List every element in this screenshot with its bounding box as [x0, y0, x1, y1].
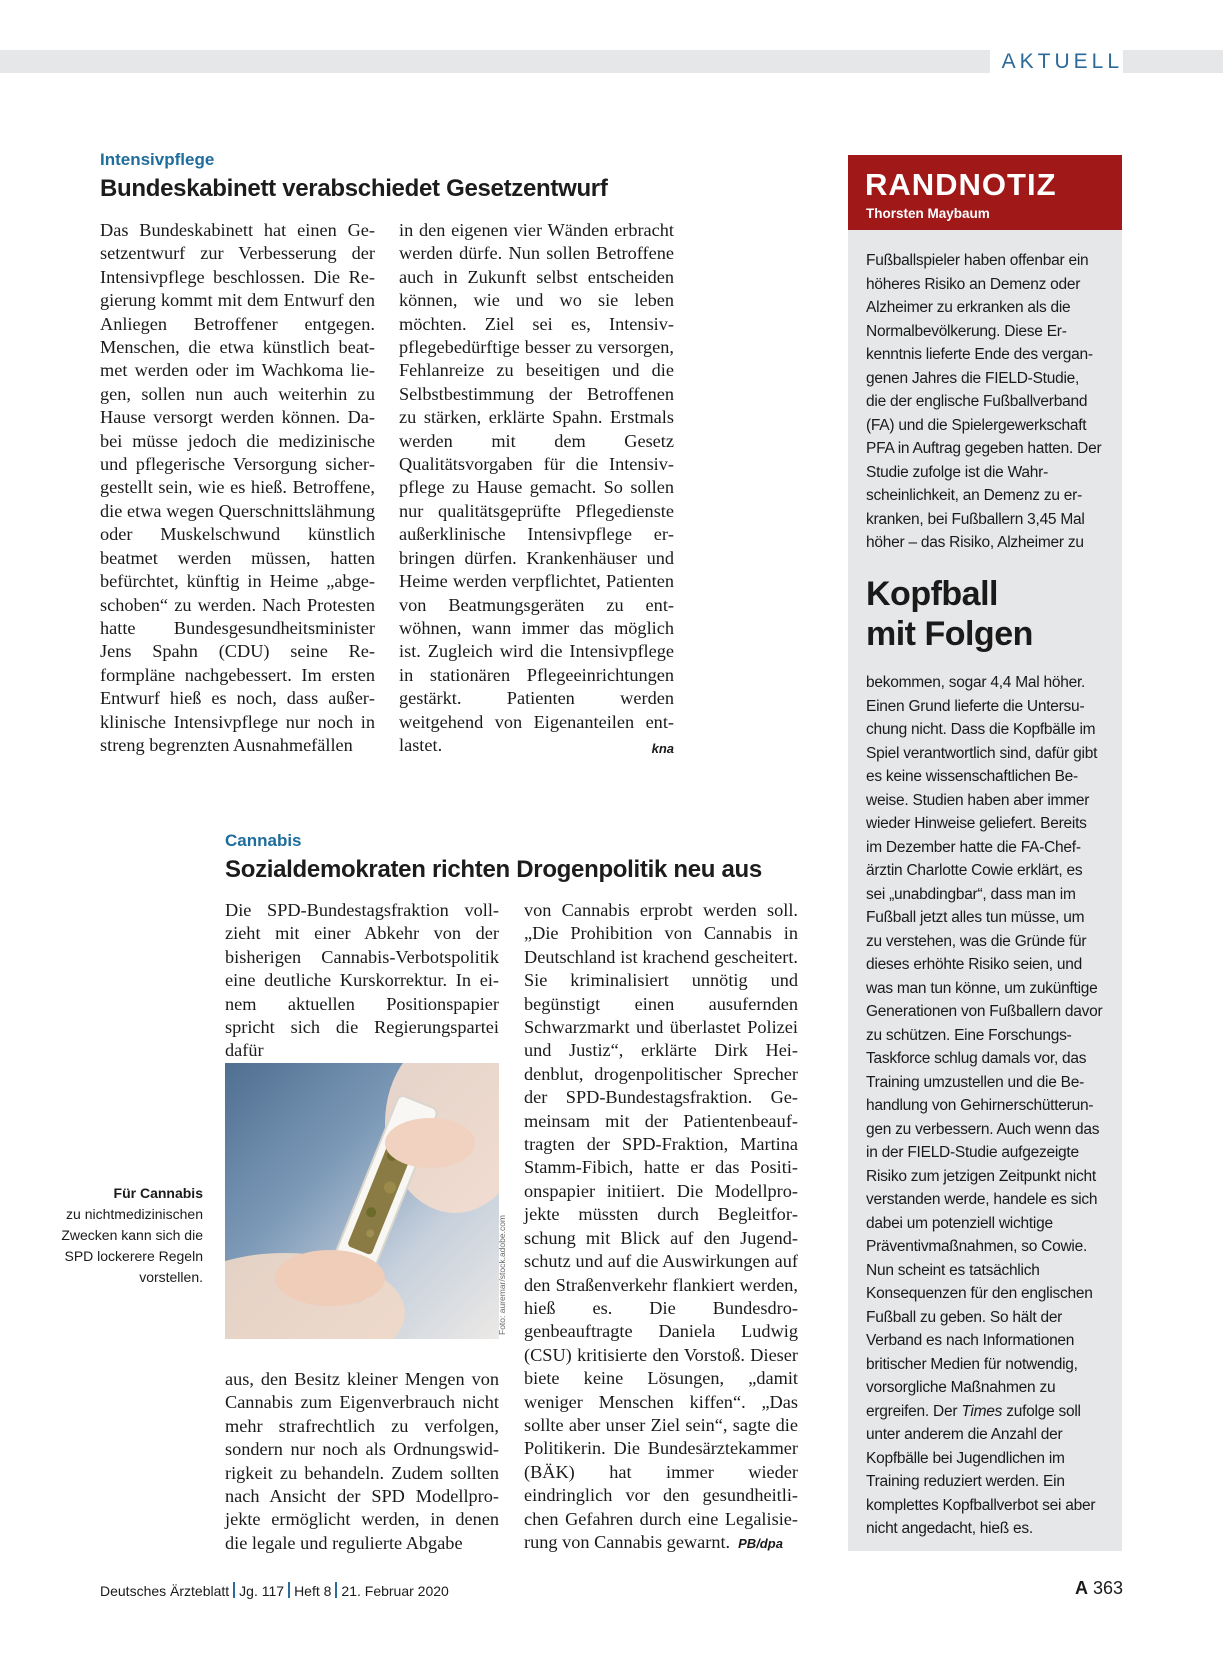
article1-column-2-text: in den eigenen vier Wänden erbracht werden dürfe. Nun sollen Betroffene auch in Zukunft selbst entscheiden können, wie und wo sie leben möchten. Ziel sei es, Intensivpflegebedürftige besser zu versorgen, Fehlanreize zu beseitigen und die Selbstbestimmung der Betroffenen zu stärken, erklärte Spahn. Erstmals werden mit dem Gesetz Qualitätsvorgaben für die Intensivpflege zu Hause gemacht. So sollen nur qualitätsgeprüfte Pflegedienste außerklinische Intensivpflege erbringen dürfen. Krankenhäuser und Heime werden verpflichtet, Patienten von Beatmungsgeräten zu entwöhnen, wann immer das möglich ist. Zugleich wird die Intensivpflege in stationären Pflegeeinrichtungen gestärkt. Patienten werden weitgehend von Eigenanteilen entlastet. [399, 220, 674, 755]
article2-kicker: Cannabis [225, 831, 302, 850]
photo-caption [60, 1183, 203, 1288]
page-number-value: 363 [1092, 1578, 1123, 1598]
randnotiz-text-bottom-2: zufolge soll unter anderem die Anzahl der Kopfbälle bei Jugendlichen im Training reduziert werden. Ein komplettes Kopfballverbot sei aber nicht angedacht, hieß es. [866, 1402, 1096, 1537]
article2-column-2 [524, 899, 798, 1555]
page-number [1075, 1578, 1123, 1599]
photo-caption-bold: Für Cannabis [113, 1185, 203, 1201]
footer-volume: Jg. 117 [239, 1583, 285, 1599]
photo-credit: Foto: auremar/stock.adobe.com [497, 1214, 507, 1335]
cannabis-photo [225, 1063, 499, 1339]
page-prefix: A [1074, 1578, 1088, 1598]
footer-separator [233, 1582, 235, 1598]
randnotiz-text-bottom-1: bekommen, sogar 4,4 Mal höher. Einen Grund lieferte die Untersuchung nicht. Dass die Kopfbälle im Spiel verantwortlich sind, dafür gibt es keine wissenschaftlichen Beweise. Studien haben aber immer wieder Hinweise geliefert. Bereits im Dezember hatte die FA-Chefärztin Charlotte Cowie erklärt, es sei „unabdingbar“, dass man im Fußball jetzt alles tun müsse, um zu verstehen, was die Gründe für dieses erhöhte Risiko seien, und was man tun könne, um zukünftige Generationen von Fußballern davor zu schützen. Eine Forschungs-Taskforce schlug damals vor, das Training umzustellen und die Behandlung von Gehirnerschütterungen zu verbessern. Auch wenn das in der FIELD-Studie aufgezeigte Risiko zum jetzigen Zeitpunkt nicht verstanden werde, handele es sich dabei um potenziell wichtige Präventivmaßnahmen, so Cowie. Nun scheint es tatsächlich Konsequenzen für den englischen Fußball zu geben. So hält der Verband es nach Informationen britischer Medien für notwendig, vorsorgliche Maßnahmen zu ergreifen. Der [866, 674, 1103, 1420]
randnotiz-text-bottom [866, 671, 1103, 1541]
randnotiz-headline-line2: mit Folgen [866, 615, 1033, 653]
randnotiz-author: Thorsten Maybaum [866, 206, 990, 221]
footer-date: 21. Februar 2020 [341, 1583, 449, 1599]
footer-journal: Deutsches Ärzteblatt [100, 1583, 230, 1599]
joint-rolling-illustration [225, 1063, 499, 1339]
randnotiz-text-top: Fußballspieler haben offenbar ein höheres Risiko an Demenz oder Alzheimer zu erkranken als die Normalbevölkerung. Diese Erkenntnis lieferte Ende des vergangenen Jahres die FIELD-Studie, die der englische Fußballverband (FA) und die Spielergewerkschaft PFA in Auftrag gegeben hatten. Der Studie zufolge ist die Wahrscheinlichkeit, an Demenz zu erkranken, bei Fußballern 3,45 Mal höher – das Risiko, Alzheimer zu [866, 252, 1102, 551]
section-label: AKTUELL [990, 50, 1123, 73]
photo-caption-text: zu nichtmedizinischen Zwecken kann sich die SPD lockerere Regeln vorstellen. [61, 1206, 203, 1285]
article1-source: kna [651, 740, 674, 756]
footer-separator [288, 1582, 290, 1598]
randnotiz-text-italic: Times [961, 1402, 1003, 1420]
footer-issue: Heft 8 [294, 1583, 332, 1599]
article1-headline: Bundeskabinett verabschiedet Gesetzentwurf [100, 175, 608, 202]
randnotiz-headline-line1: Kopfball [866, 575, 998, 613]
article2-source: PB/dpa [738, 1535, 783, 1551]
article1-column-1: Das Bundeskabinett hat einen Gesetzentwurf zur Verbesserung der Intensivpflege beschlossen. Die Regierung kommt mit dem Entwurf den Anliegen Betroffener entgegen. Menschen, die etwa künstlich beatmet werden oder im Wachkoma liegen, sollen nun auch weiterhin zu Hause versorgt werden können. Dabei müsse jedoch die medizinische und pflegerische Versorgung sichergestellt sein, wie es hieß. Betroffene, die etwa wegen Querschnittslähmung oder Muskelschwund künstlich beatmet werden müssen, hatten befürchtet, künftig in Heime „abgeschoben“ zu werden. Nach Protesten hatte Bundesgesundheitsminister Jens Spahn (CDU) seine Reformpläne nachgebessert. Im ersten Entwurf hieß es noch, dass außerklinische Intensivpflege nur noch in streng begrenzten Ausnahmefällen [100, 220, 375, 755]
article1-kicker: Intensivpflege [100, 150, 215, 169]
randnotiz-title: RANDNOTIZ [865, 167, 1057, 202]
article2-column-1-top: Die SPD-Bundestagsfraktion vollzieht mit einer Abkehr von der bisherigen Cannabis-Verbotspolitik eine deutliche Kurskorrektur. In einem aktuellen Positionspapier spricht sich die Regierungspartei dafür [225, 900, 499, 1061]
randnotiz-headline [866, 574, 1033, 654]
article2-headline: Sozialdemokraten richten Drogenpolitik neu aus [225, 856, 762, 883]
footer-separator [335, 1582, 337, 1598]
footer [100, 1582, 449, 1599]
article2-column-1-bottom: aus, den Besitz kleiner Mengen von Cannabis zum Eigenverbrauch nicht mehr strafrechtlich zu verfolgen, sondern nur noch als Ordnungswidrigkeit zu behandeln. Zudem sollten nach Ansicht der SPD Modellprojekte ermöglicht werden, in denen die legale und regulierte Abgabe [225, 1369, 499, 1553]
article1-column-2 [399, 219, 674, 760]
article2-column-2-text: von Cannabis erprobt werden soll. „Die Prohibition von Cannabis in Deutschland ist krachend gescheitert. Sie kriminalisiert unnötig und begünstigt einen ausufernden Schwarzmarkt und überlastet Polizei und Justiz“, erklärte Dirk Heidenblut, drogenpolitischer Sprecher der SPD-Bundestagsfraktion. Gemeinsam mit der Patientenbeauftragten der SPD-Fraktion, Martina Stamm-Fibich, hatte er das Positionspapier initiiert. Die Modellprojekte müssten durch Begleitforschung mit Blick auf den Jugendschutz und auf die Auswirkungen auf den Straßenverkehr flankiert werden, hieß es. Die Bundesdrogenbeauftragte Daniela Ludwig (CSU) kritisierte den Vorstoß. Dieser biete keine Lösungen, „damit weniger Menschen kiffen“. „Das sollte aber unser Ziel sein“, sagte die Politikerin. Die Bundesärztekammer (BÄK) hat immer wieder eindringlich vor den gesundheitlichen Gefahren durch eine Legalisierung von Cannabis gewarnt. [524, 900, 798, 1552]
